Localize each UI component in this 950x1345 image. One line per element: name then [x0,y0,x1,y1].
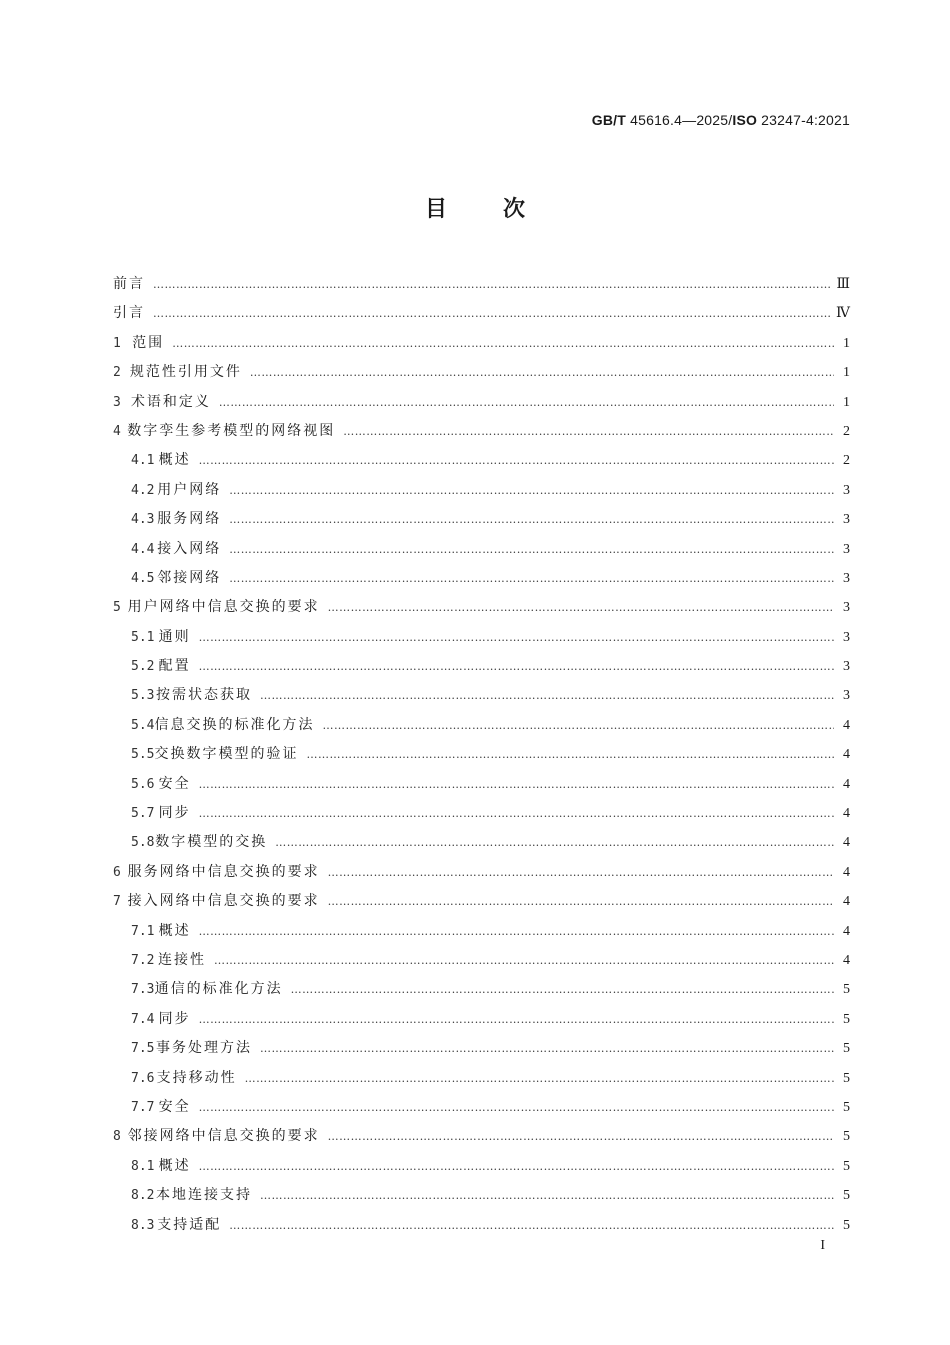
toc-entry-label: 概述 [158,922,191,939]
toc-entry[interactable] [113,799,850,828]
toc-entry-number: 5.4 [131,717,155,733]
toc-entry-page: 4 [843,894,850,910]
toc-entry-label: 用户网络 [157,481,222,498]
toc-dot-leader [229,564,834,593]
toc-dot-leader [229,1211,834,1240]
toc-entry-label: 安全 [158,1098,191,1115]
toc-entry-number: 2 [113,365,121,381]
toc-entry-page: 4 [843,923,850,939]
toc-dot-leader [229,476,834,505]
toc-entry[interactable] [113,946,850,975]
toc-entry-label: 支持适配 [157,1216,222,1233]
toc-entry-label: 数字模型的交换 [155,834,268,851]
toc-entry-page: 5 [843,982,850,998]
toc-entry-number: 1 [113,335,121,351]
toc-entry-page: 3 [843,600,850,616]
toc-dot-leader [306,740,834,769]
toc-entry-number: 5.7 [131,806,155,822]
standard-prefix: GB/T [591,112,627,128]
toc-entry-number: 4 [113,423,121,439]
toc-dot-leader [250,358,834,387]
toc-dot-leader [291,975,834,1004]
toc-dot-leader [343,417,834,446]
toc-entry-page: 3 [843,629,850,645]
toc-entry[interactable] [113,975,850,1004]
toc-entry-label: 服务网络中信息交换的要求 [127,863,320,880]
toc-dot-leader [199,1093,834,1122]
toc-entry-number: 5.5 [131,747,155,763]
toc-dot-leader [328,1122,834,1151]
toc-entry[interactable] [113,711,850,740]
toc-entry-label: 概述 [158,1157,191,1174]
toc-entry-number: 7.1 [131,923,155,939]
toc-entry-page: 1 [843,335,850,351]
toc-entry-page: 4 [843,952,850,968]
toc-entry[interactable] [113,299,850,328]
toc-entry-number: 4.4 [131,541,155,557]
standard-number: 45616.4—2025/ [630,112,733,128]
toc-entry-number: 4.3 [131,512,155,528]
toc-entry-page: Ⅳ [836,306,850,322]
toc-entry-number: 5.8 [131,835,155,851]
toc-entry[interactable] [113,535,850,564]
toc-entry[interactable] [113,417,850,446]
toc-entry-page: 3 [843,659,850,675]
toc-entry-page: 4 [843,717,850,733]
toc-entry-label: 交换数字模型的验证 [154,746,299,763]
toc-entry-label: 安全 [158,775,191,792]
table-of-contents [113,270,850,1240]
toc-entry-number: 4.2 [131,482,155,498]
toc-entry-number: 4.1 [131,453,155,469]
toc-entry[interactable] [113,476,850,505]
toc-entry-label: 信息交换的标准化方法 [154,716,315,733]
toc-entry[interactable] [113,1211,850,1240]
toc-entry-label: 同步 [158,805,191,822]
toc-entry-page: 4 [843,806,850,822]
toc-dot-leader [199,623,834,652]
toc-entry-page: 5 [843,1129,850,1145]
toc-entry-number: 7.2 [131,952,155,968]
toc-entry[interactable] [113,1122,850,1151]
document-header [592,112,850,128]
toc-entry[interactable] [113,1093,850,1122]
toc-entry-page: 3 [843,512,850,528]
toc-dot-leader [260,681,834,710]
toc-entry[interactable] [113,270,850,299]
toc-entry-label: 事务处理方法 [155,1040,252,1057]
toc-entry[interactable] [113,388,850,417]
toc-entry-number: 8.2 [131,1188,155,1204]
toc-dot-leader [199,917,834,946]
toc-dot-leader [219,388,834,417]
toc-entry-page: Ⅲ [836,277,850,292]
toc-entry-number: 5.1 [131,629,155,645]
toc-entry-page: 1 [843,365,850,381]
toc-entry-label: 通信的标准化方法 [154,981,283,998]
toc-entry-number: 5.6 [131,776,155,792]
toc-dot-leader [199,1005,834,1034]
toc-entry-label: 连接性 [157,951,206,968]
toc-entry[interactable] [113,740,850,769]
toc-entry-page: 3 [843,541,850,557]
toc-entry-label: 引言 [113,305,145,322]
toc-entry-number: 7.6 [131,1070,155,1086]
toc-entry-page: 5 [843,1158,850,1174]
toc-dot-leader [199,446,834,475]
toc-dot-leader [245,1064,834,1093]
toc-dot-leader [199,770,834,799]
toc-dot-leader [328,887,834,916]
toc-entry-label: 按需状态获取 [155,687,252,704]
toc-entry[interactable] [113,1034,850,1063]
iso-prefix: ISO [732,112,758,128]
toc-entry-number: 5.2 [131,659,155,675]
iso-number: 23247-4:2021 [761,112,850,128]
toc-dot-leader [153,299,830,328]
toc-entry-number: 7.3 [131,982,155,998]
toc-entry-number: 5 [113,600,121,616]
toc-entry-page: 2 [843,423,850,439]
toc-entry[interactable] [113,358,850,387]
toc-entry-label: 术语和定义 [130,393,211,410]
toc-entry-label: 范围 [132,334,165,351]
toc-entry-label: 服务网络 [157,511,222,528]
toc-entry-label: 前言 [113,276,145,292]
toc-entry-number: 7.5 [131,1041,155,1057]
toc-entry[interactable] [113,828,850,857]
toc-entry-number: 5.3 [131,688,155,704]
toc-entry-number: 6 [113,864,121,880]
toc-entry-label: 接入网络中信息交换的要求 [127,893,320,910]
toc-entry-page: 3 [843,570,850,586]
toc-entry-page: 5 [843,1099,850,1115]
toc-entry-page: 4 [843,776,850,792]
toc-entry-number: 8 [113,1129,121,1145]
toc-entry-label: 本地连接支持 [155,1187,252,1204]
toc-dot-leader [153,270,830,299]
toc-entry-number: 8.3 [131,1217,155,1233]
toc-entry-label: 同步 [158,1010,191,1027]
toc-entry[interactable] [113,505,850,534]
toc-entry[interactable] [113,917,850,946]
toc-entry[interactable] [113,887,850,916]
toc-entry-label: 通则 [158,628,191,645]
toc-entry-page: 5 [843,1011,850,1027]
toc-entry-label: 邻接网络 [157,569,222,586]
toc-title: 目次 [424,197,581,222]
toc-entry[interactable] [113,681,850,710]
toc-entry-number: 7.7 [131,1099,155,1115]
toc-entry[interactable] [113,770,850,799]
toc-dot-leader [199,652,834,681]
toc-entry-label: 规范性引用文件 [129,364,242,381]
toc-dot-leader [328,593,834,622]
toc-entry[interactable] [113,593,850,622]
toc-entry[interactable] [113,564,850,593]
toc-dot-leader [229,505,834,534]
toc-entry-number: 8.1 [131,1158,155,1174]
toc-entry-label: 概述 [158,452,191,469]
toc-dot-leader [199,1152,834,1181]
toc-entry-page: 4 [843,835,850,851]
toc-dot-leader [260,1034,834,1063]
toc-entry[interactable] [113,446,850,475]
toc-entry-page: 4 [843,747,850,763]
toc-entry-label: 接入网络 [157,540,222,557]
toc-entry-label: 用户网络中信息交换的要求 [127,599,320,616]
toc-entry[interactable] [113,858,850,887]
toc-entry-page: 4 [843,864,850,880]
toc-entry-number: 7 [113,894,121,910]
toc-entry-number: 4.5 [131,570,155,586]
page-number: I [820,1238,825,1253]
toc-entry-number: 7.4 [131,1011,155,1027]
toc-dot-leader [275,828,834,857]
toc-entry[interactable] [113,1152,850,1181]
toc-dot-leader [322,711,834,740]
toc-entry[interactable] [113,652,850,681]
toc-entry-label: 邻接网络中信息交换的要求 [127,1128,320,1145]
toc-entry[interactable] [113,1064,850,1093]
toc-entry-label: 配置 [158,658,191,675]
toc-entry[interactable] [113,623,850,652]
toc-entry[interactable] [113,1181,850,1210]
toc-entry-label: 支持移动性 [156,1069,237,1086]
toc-entry[interactable] [113,329,850,358]
toc-entry-page: 3 [843,688,850,704]
toc-dot-leader [229,535,834,564]
toc-entry-page: 5 [843,1188,850,1204]
toc-entry[interactable] [113,1005,850,1034]
toc-dot-leader [172,329,834,358]
toc-entry-number: 3 [113,394,121,410]
toc-entry-page: 3 [843,482,850,498]
toc-entry-page: 5 [843,1217,850,1233]
toc-entry-page: 1 [843,394,850,410]
toc-entry-page: 5 [843,1070,850,1086]
toc-dot-leader [328,858,834,887]
toc-entry-page: 5 [843,1041,850,1057]
toc-dot-leader [199,799,834,828]
toc-entry-page: 2 [843,453,850,469]
toc-dot-leader [214,946,834,975]
toc-dot-leader [260,1181,834,1210]
toc-entry-label: 数字孪生参考模型的网络视图 [127,422,336,439]
